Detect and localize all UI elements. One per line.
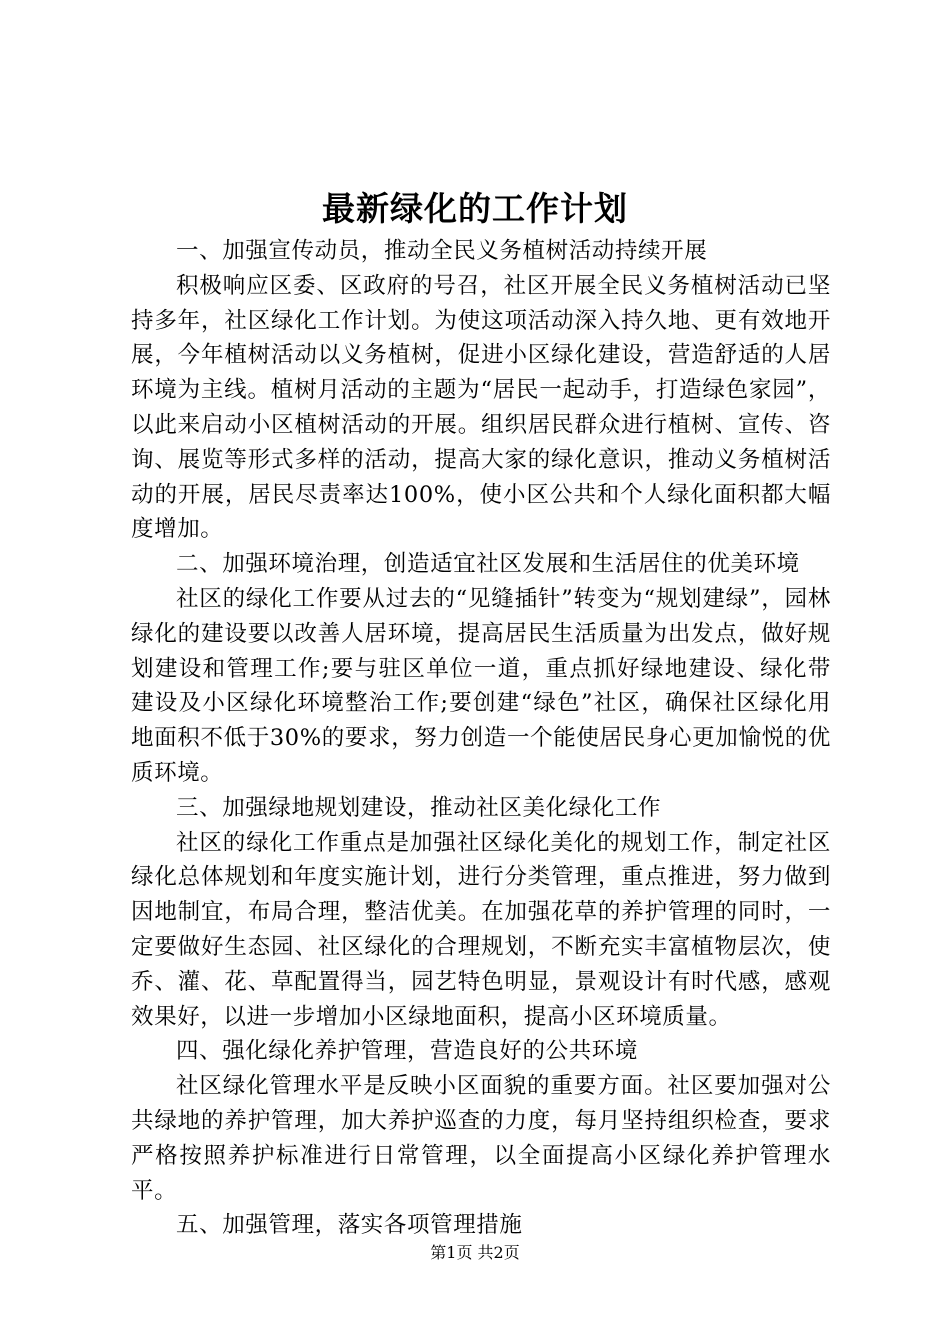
page-number-footer: 第1页 共2页: [430, 1243, 520, 1262]
paragraph-section-2: 社区的绿化工作要从过去的“见缝插针”转变为“规划建绿”，园林绿化的建设要以改善人居环境，提高居民生活质量为出发点，做好规划建设和管理工作;要与驻区单位一道，重点抓好绿地建设、绿化带建设及小区绿化环境整治工作;要创建“绿色”社区，确保社区绿化用地面积不低于30%的要求，努力创造一个能使居民身心更加愉悦的优质环境。: [131, 585, 831, 786]
heading-section-1: 一、加强宣传动员，推动全民义务植树活动持续开展: [176, 238, 708, 264]
heading-section-5: 五、加强管理，落实各项管理措施: [176, 1212, 523, 1239]
paragraph-section-1: 积极响应区委、区政府的号召，社区开展全民义务植树活动已坚持多年，社区绿化工作计划。为使这项活动深入持久地、更有效地开展，今年植树活动以义务植树，促进小区绿化建设，营造舒适的人居环境为主线。植树月活动的主题为“居民一起动手，打造绿色家园”，以此来启动小区植树活动的开展。组织居民群众进行植树、宣传、咨询、展览等形式多样的活动，提高大家的绿化意识，推动义务植树活动的开展，居民尽责率达100%，使小区公共和个人绿化面积都大幅度增加。: [131, 272, 831, 543]
document-title: 最新绿化的工作计划: [322, 189, 628, 228]
heading-section-3: 三、加强绿地规划建设，推动社区美化绿化工作: [176, 794, 662, 821]
paragraph-section-3: 社区的绿化工作重点是加强社区绿化美化的规划工作，制定社区绿化总体规划和年度实施计划，进行分类管理，重点推进，努力做到因地制宜，布局合理，整洁优美。在加强花草的养护管理的同时，一定要做好生态园、社区绿化的合理规划，不断充实丰富植物层次，使乔、灌、花、草配置得当，园艺特色明显，景观设计有时代感，感观效果好，以进一步增加小区绿地面积，提高小区环境质量。: [131, 829, 831, 1030]
document-body: [131, 234, 831, 1243]
heading-section-4: 四、强化绿化养护管理，营造良好的公共环境: [176, 1038, 639, 1065]
heading-section-2: 二、加强环境治理，创造适宜社区发展和生活居住的优美环境: [176, 551, 800, 578]
paragraph-section-4: 社区绿化管理水平是反映小区面貌的重要方面。社区要加强对公共绿地的养护管理，加大养护巡查的力度，每月坚持组织检查，要求严格按照养护标准进行日常管理，以全面提高小区绿化养护管理水平。: [131, 1073, 831, 1204]
